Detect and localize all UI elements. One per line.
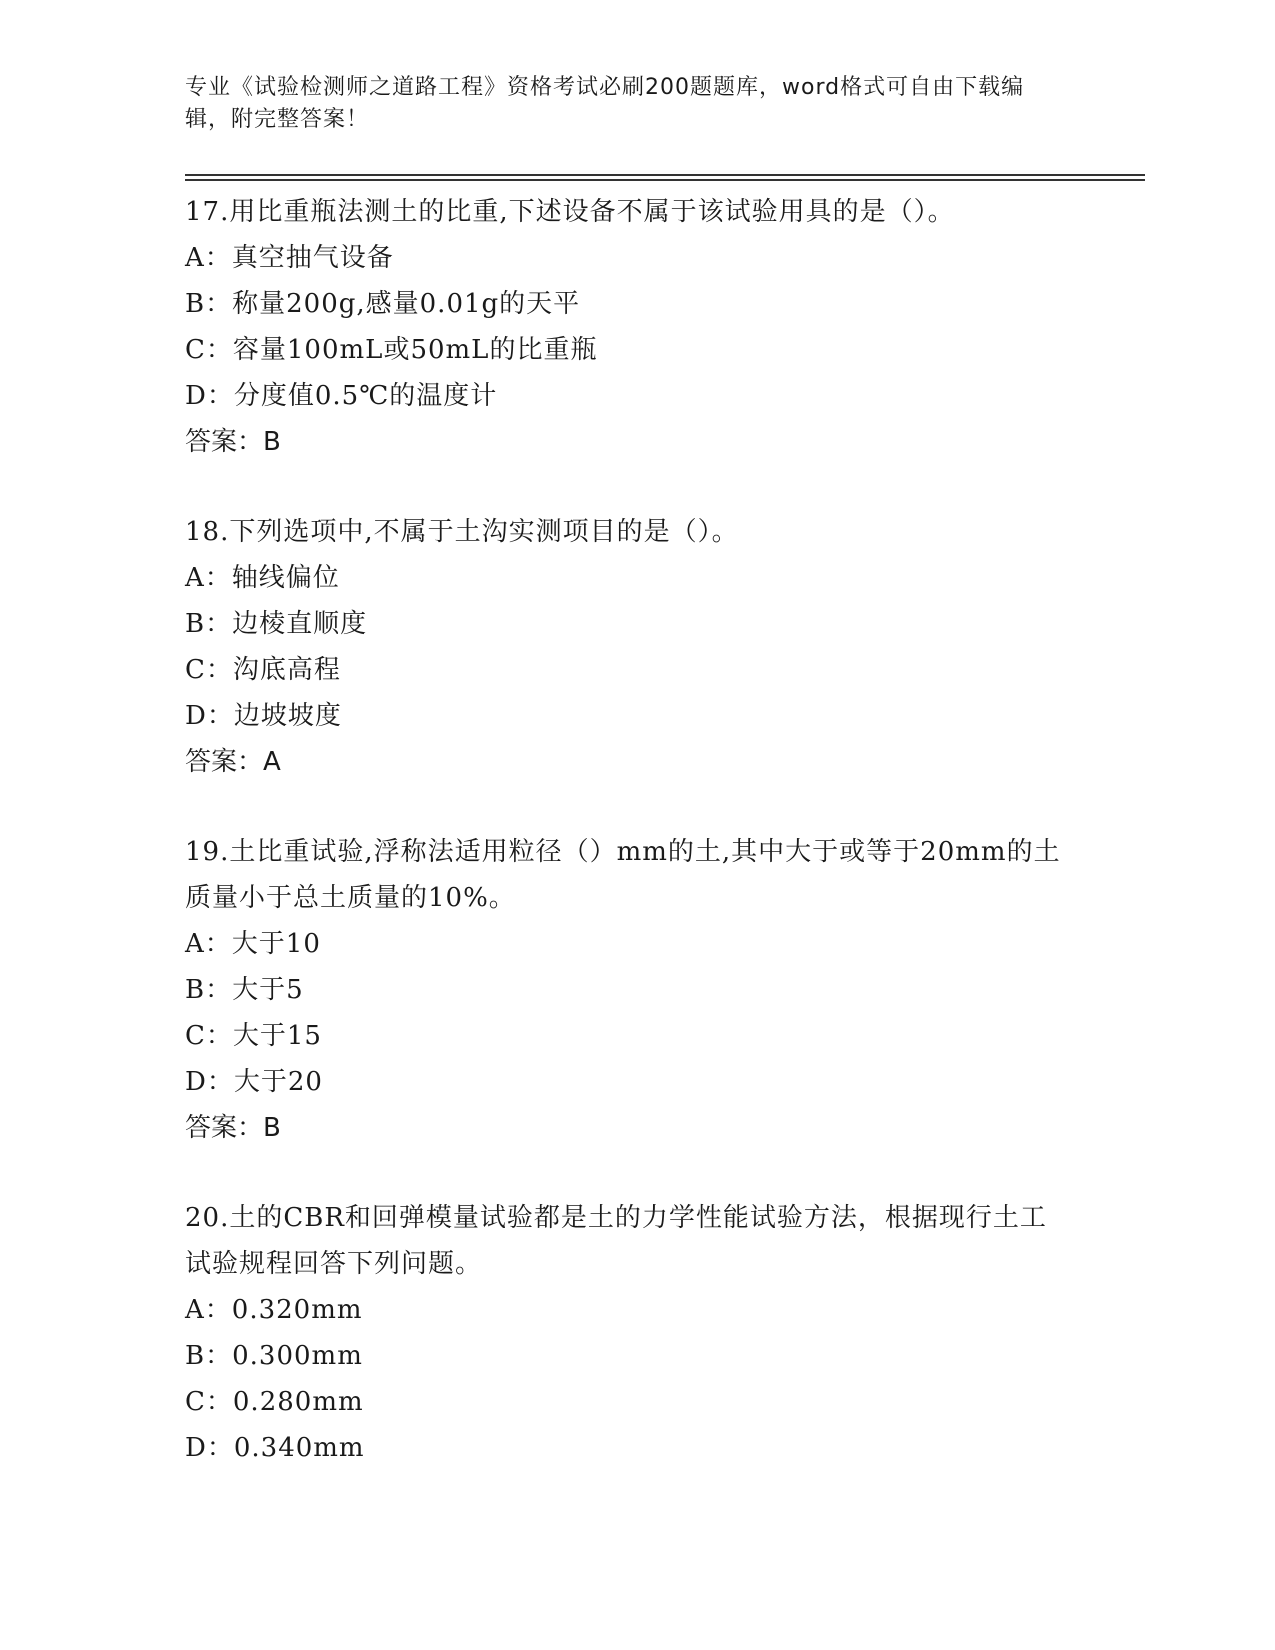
document-header: 专业《试验检测师之道路工程》资格考试必刷200题题库，word格式可自由下载编辑，附完整答案！ [185,75,1025,132]
divider-line-top [185,174,1145,176]
option-b: B：0.300mm [185,1341,363,1371]
option-a: A：真空抽气设备 [185,243,394,273]
option-a: A：大于10 [185,929,321,959]
option-d: D：边坡坡度 [185,701,342,731]
header-divider [185,174,1145,181]
question-stem: 17.用比重瓶法测土的比重,下述设备不属于该试验用具的是（）。 [185,197,955,227]
question-17 [185,189,1145,465]
option-b: B：边棱直顺度 [185,609,368,639]
option-a: A：轴线偏位 [185,563,340,593]
option-d: D：0.340mm [185,1433,365,1463]
option-c: C：沟底高程 [185,655,341,685]
option-b: B：大于5 [185,975,304,1005]
answer: 答案：B [185,1113,281,1143]
question-20 [185,1195,1145,1471]
question-19 [185,829,1145,1151]
question-stem: 18.下列选项中,不属于土沟实测项目的是（）。 [185,517,739,547]
option-b: B：称量200g,感量0.01g的天平 [185,289,581,319]
option-c: C：0.280mm [185,1387,364,1417]
option-d: D：分度值0.5℃的温度计 [185,381,498,411]
question-18 [185,509,1145,785]
answer: 答案：B [185,427,281,457]
option-c: C：容量100mL或50mL的比重瓶 [185,335,598,365]
divider-line-bottom [185,179,1145,181]
option-c: C：大于15 [185,1021,322,1051]
answer: 答案：A [185,747,281,777]
option-a: A：0.320mm [185,1295,363,1325]
document-page [185,72,1145,1471]
question-stem: 19.土比重试验,浮称法适用粒径（）mm的土,其中大于或等于20mm的土质量小于总土质量的10%。 [185,837,1061,913]
option-d: D：大于20 [185,1067,323,1097]
question-stem: 20.土的CBR和回弹模量试验都是土的力学性能试验方法，根据现行土工试验规程回答下列问题。 [185,1203,1047,1279]
